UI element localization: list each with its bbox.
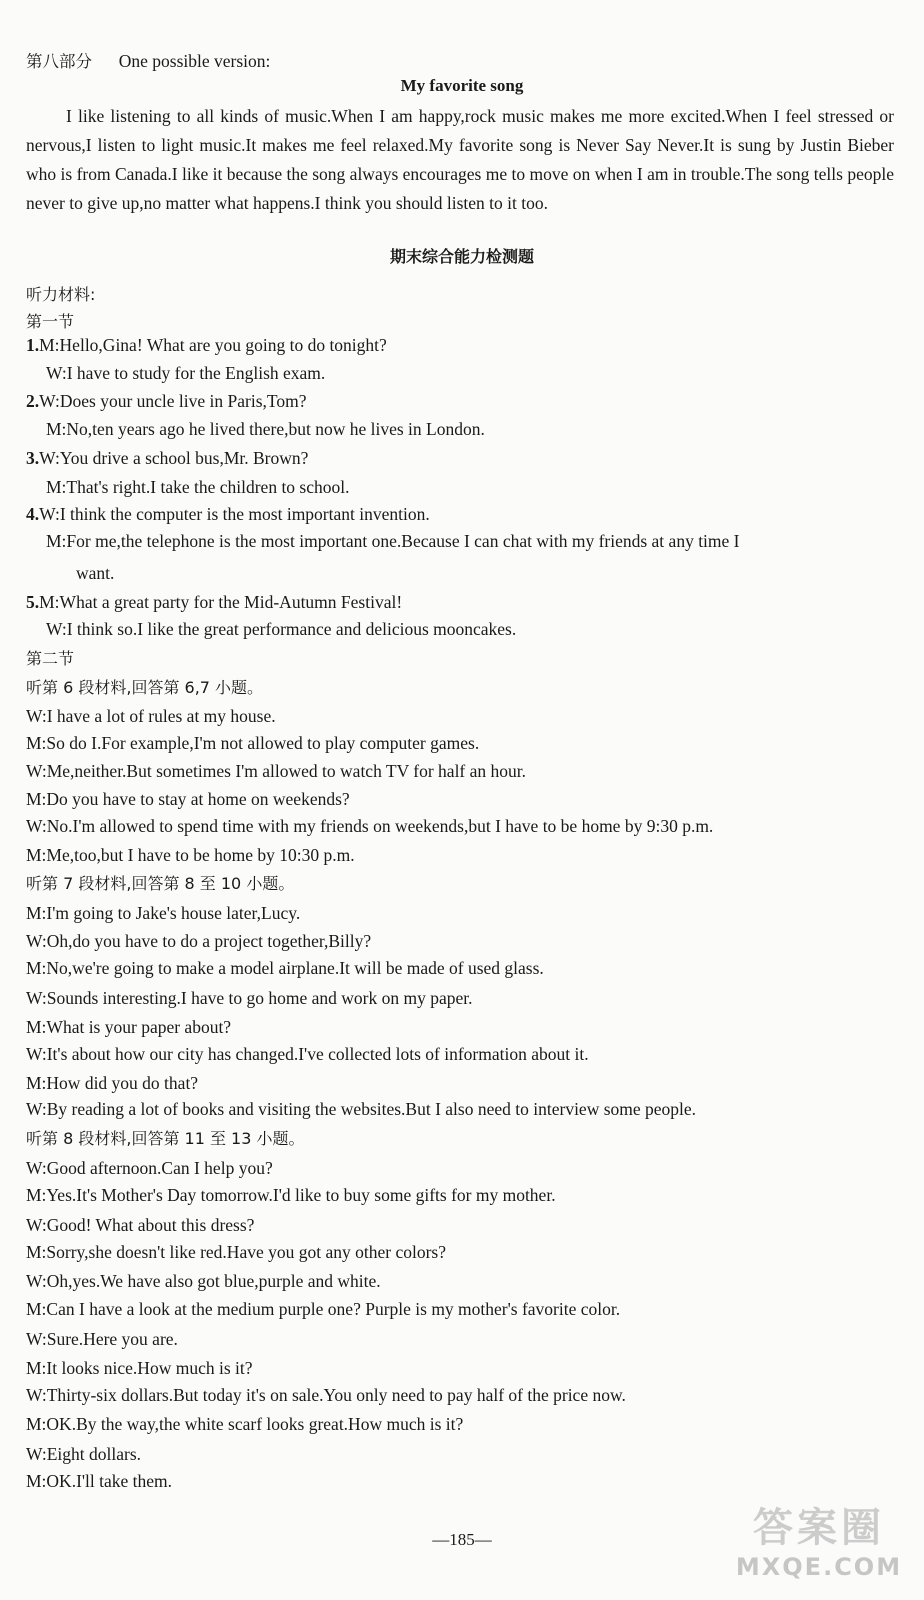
q5-line2: W:I think so.I like the great performance and delicious mooncakes.	[46, 619, 517, 639]
q2-line1: 2.W:Does your uncle live in Paris,Tom?	[26, 391, 307, 411]
passage8-line: W:Thirty-six dollars.But today it's on sale.You only need to pay half of the price now.	[26, 1385, 626, 1405]
q5-line1: 5.M:What a great party for the Mid-Autumn Festival!	[26, 592, 403, 612]
passage7-line: W:Sounds interesting.I have to go home and work on my paper.	[26, 988, 473, 1008]
q4-line2: M:For me,the telephone is the most important one.Because I can chat with my friends at any time I	[46, 531, 740, 551]
passage7-line: M:I'm going to Jake's house later,Lucy.	[26, 903, 301, 923]
passage7-line: M:What is your paper about?	[26, 1017, 232, 1037]
passage6-line: W:No.I'm allowed to spend time with my friends on weekends,but I have to be home by 9:30 p.m.	[26, 816, 714, 836]
q1-line2: W:I have to study for the English exam.	[46, 363, 326, 383]
passage8-line: W:Good! What about this dress?	[26, 1215, 255, 1235]
passage7-line: W:By reading a lot of books and visiting the websites.But I also need to interview some people.	[26, 1099, 697, 1119]
part8-subtitle: One possible version:	[118, 51, 271, 71]
passage8-line: M:Can I have a look at the medium purple one? Purple is my mother's favorite color.	[26, 1299, 621, 1319]
passage6-line: M:So do I.For example,I'm not allowed to play computer games.	[26, 733, 480, 753]
passage8-line: M:Sorry,she doesn't like red.Have you got any other colors?	[26, 1242, 446, 1262]
q1-line1: 1.M:Hello,Gina! What are you going to do tonight?	[26, 335, 387, 355]
passage6-line: W:I have a lot of rules at my house.	[26, 706, 276, 726]
q3-line2: M:That's right.I take the children to school.	[46, 477, 350, 497]
passage8-line: M:Yes.It's Mother's Day tomorrow.I'd like to buy some gifts for my mother.	[26, 1185, 556, 1205]
essay-body	[26, 102, 894, 218]
passage7-line: M:How did you do that?	[26, 1073, 199, 1093]
passage6-intro: 听第 6 段材料,回答第 6,7 小题。	[26, 678, 264, 697]
passage7-line: M:No,we're going to make a model airplane.It will be made of used glass.	[26, 958, 544, 978]
passage8-line: W:Good afternoon.Can I help you?	[26, 1158, 273, 1178]
listening-label: 听力材料:	[26, 285, 96, 304]
passage6-line: M:Do you have to stay at home on weekends?	[26, 789, 350, 809]
essay-paragraph: I like listening to all kinds of music.When I am happy,rock music makes me more excited.When I feel stressed or nervous,I listen to light music.It makes me feel relaxed.My favorite song is Never Say Never.It is sung by Justin Bieber who is from Canada.I like it because the song always encourages me to move on when I am in trouble.The song tells people never to give up,no matter what happens.I think you should listen to it too.	[26, 106, 894, 213]
passage8-line: M:OK.I'll take them.	[26, 1471, 173, 1491]
q3-line1: 3.W:You drive a school bus,Mr. Brown?	[26, 448, 309, 468]
essay-title: My favorite song	[400, 76, 524, 95]
passage7-line: W:Oh,do you have to do a project together,Billy?	[26, 931, 372, 951]
section2-label: 第二节	[26, 649, 75, 668]
passage8-line: W:Eight dollars.	[26, 1444, 142, 1464]
watermark-bottom: MXQE.COM	[735, 1553, 903, 1581]
part8-header	[26, 50, 270, 73]
part8-label: 第八部分	[26, 52, 92, 71]
passage7-line: W:It's about how our city has changed.I've collected lots of information about it.	[26, 1044, 589, 1064]
passage6-line: W:Me,neither.But sometimes I'm allowed to watch TV for half an hour.	[26, 761, 527, 781]
passage8-line: W:Sure.Here you are.	[26, 1329, 178, 1349]
passage6-line: M:Me,too,but I have to be home by 10:30 p.m.	[26, 845, 355, 865]
passage8-line: M:It looks nice.How much is it?	[26, 1358, 253, 1378]
passage8-intro: 听第 8 段材料,回答第 11 至 13 小题。	[26, 1129, 305, 1148]
q4-line1: 4.W:I think the computer is the most important invention.	[26, 504, 430, 524]
passage8-line: M:OK.By the way,the white scarf looks great.How much is it?	[26, 1414, 464, 1434]
q2-line2: M:No,ten years ago he lived there,but now he lives in London.	[46, 419, 485, 439]
q4-line3: want.	[76, 563, 115, 583]
watermark-top: 答案圈	[753, 1505, 885, 1551]
passage8-line: W:Oh,yes.We have also got blue,purple and white.	[26, 1271, 381, 1291]
section1-label: 第一节	[26, 312, 75, 331]
passage7-intro: 听第 7 段材料,回答第 8 至 10 小题。	[26, 874, 295, 893]
page-number: —185—	[432, 1530, 492, 1549]
exam-title: 期末综合能力检测题	[389, 247, 534, 266]
watermark-logo	[724, 1504, 914, 1592]
